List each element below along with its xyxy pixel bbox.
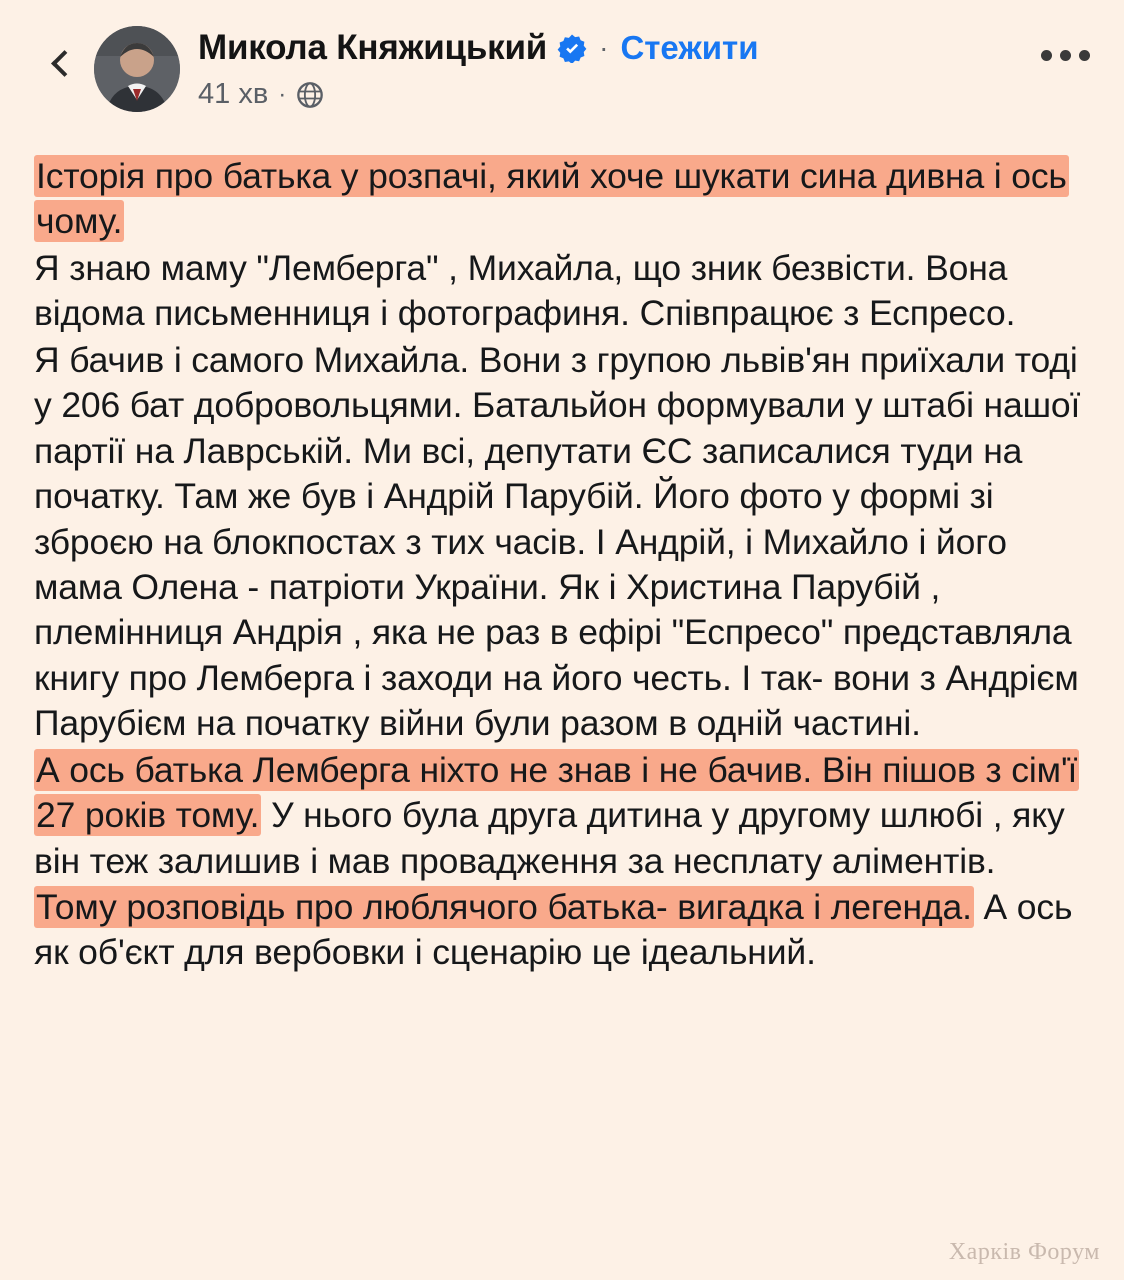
post-paragraph (34, 338, 1090, 747)
paragraph-text: У нього була друга дитина у другому шлюбі , яку він теж залишив і мав провадження за несплату аліментів. (34, 795, 1065, 881)
follow-button[interactable]: Стежити (620, 29, 759, 66)
globe-icon[interactable] (296, 81, 324, 109)
more-options-button[interactable] (1000, 22, 1090, 61)
post-paragraph (34, 748, 1090, 884)
post-meta-row (198, 78, 1000, 111)
post-timestamp[interactable]: 41 хв (198, 78, 269, 110)
watermark: Харків Форум (948, 1239, 1100, 1265)
ellipsis-icon (1041, 50, 1090, 61)
verified-badge-icon (557, 33, 587, 63)
highlighted-text: Тому розповідь про люблячого батька- вигадка і легенда. (36, 887, 972, 927)
paragraph-text: Я знаю маму "Лемберга" , Михайла, що зник безвісти. Вона відома письменниця і фотографиня. Співпрацює з Еспресо. (34, 247, 1016, 334)
avatar-image (94, 26, 180, 112)
author-info (198, 22, 1000, 111)
post-header (0, 0, 1124, 140)
paragraph-text: А ось як об'єкт для вербовки і сценарію це ідеальний. (34, 887, 1073, 973)
paragraph-text: Я бачив і самого Михайла. Вони з групою львів'ян приїхали тоді у 206 бат добровольцями. Батальйон формували у штабі нашої партії на Лаврській. Ми всі, депутати ЄС записалися туди на початку. Там же був і Андрій Парубій. Його фото у формі зі зброєю на блокпостах з тих часів. І Андрій, і Михайло і його мама Олена - патріоти України. Як і Христина Парубій , племінниця Андрія , яка не раз в ефірі "Еспресо" представляла книгу про Лемберга і заходи на його честь. І так- вони з Андрієм Парубієм на початку війни були разом в одній частині. (34, 339, 1081, 744)
post-body (0, 140, 1124, 1007)
post-paragraph (34, 885, 1090, 976)
highlighted-text: Історія про батька у розпачі, який хоче шукати сина дивна і ось чому. (36, 156, 1067, 242)
highlighted-text: А ось батька Лемберга ніхто не знав і не бачив. Він пішов з сім'ї 27 років тому. (36, 749, 1078, 836)
author-name[interactable]: Микола Княжицький (198, 28, 548, 67)
author-name-row (198, 28, 1000, 68)
name-separator: · (599, 32, 609, 63)
meta-separator: · (278, 80, 287, 108)
post-paragraph (34, 246, 1090, 337)
back-button[interactable] (34, 22, 88, 82)
post-paragraph (34, 154, 1090, 245)
chevron-left-icon (51, 48, 71, 82)
avatar[interactable] (94, 26, 180, 112)
